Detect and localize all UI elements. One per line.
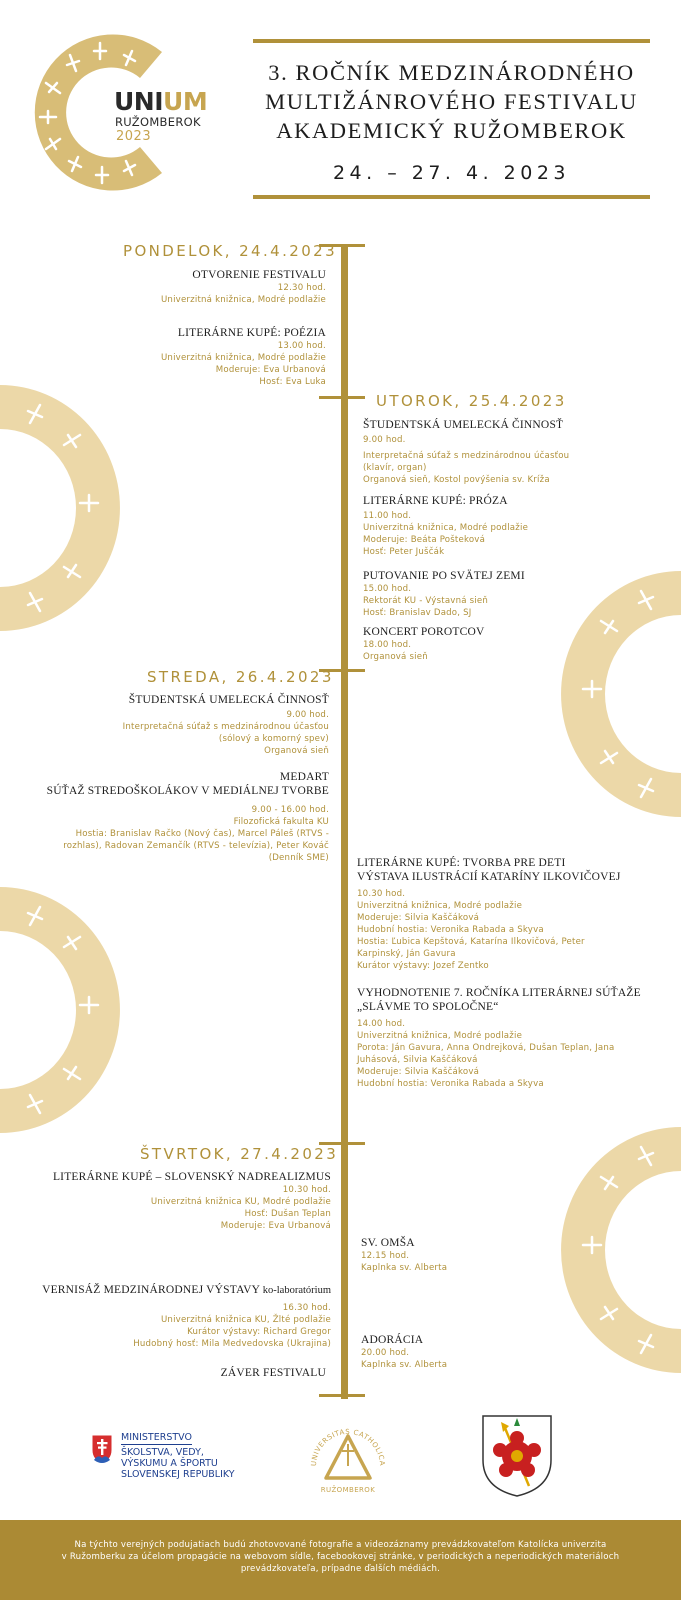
event-title: ŠTUDENTSKÁ UMELECKÁ ČINNOSŤ — [128, 694, 329, 706]
event-title: ŠTUDENTSKÁ UMELECKÁ ČINNOSŤ — [363, 419, 564, 431]
event-title: LITERÁRNE KUPÉ: POÉZIA — [177, 327, 326, 339]
ministry-line1: MINISTERSTVO — [121, 1432, 192, 1443]
event-detail: 12.15 hod. — [361, 1251, 410, 1261]
ministry-line3: VÝSKUMU A ŠPORTU — [121, 1458, 218, 1469]
university-city-text: RUŽOMBEROK — [320, 1486, 376, 1494]
event-detail: 9.00 hod. — [286, 710, 329, 720]
event-title: OTVORENIE FESTIVALU — [192, 269, 326, 281]
event-title: ADORÁCIA — [361, 1334, 424, 1346]
event-detail: 16.30 hod. — [282, 1303, 331, 1313]
event-detail: Univerzitná knižnica, Modré podlažie — [357, 1031, 523, 1041]
event-title: PUTOVANIE PO SVÄTEJ ZEMI — [363, 570, 525, 582]
event-mon-poetry — [6, 326, 326, 388]
event-title: LITERÁRNE KUPÉ: PRÓZA — [363, 495, 508, 507]
event-detail: Filozofická fakulta KU — [233, 817, 329, 827]
event-tue-holy-land — [363, 569, 663, 619]
event-title: ZÁVER FESTIVALU — [220, 1367, 326, 1379]
event-title: VYHODNOTENIE 7. ROČNÍKA LITERÁRNEJ SÚŤAŽE — [357, 987, 641, 999]
slovak-coat-of-arms-icon — [91, 1434, 113, 1464]
university-logo — [307, 1420, 389, 1502]
event-detail: Organová sieň — [264, 746, 329, 756]
university-emblem-icon — [307, 1420, 389, 1502]
day-heading-tuesday: UTOROK, 25.4.2023 — [376, 392, 567, 410]
logo-brand-um: UM — [163, 87, 208, 116]
event-detail: Univerzitná knižnica, Modré podlažie — [160, 353, 326, 363]
event-title-suffix: ko-laboratórium — [262, 1285, 331, 1296]
event-detail: Hosť: Dušan Teplan — [244, 1209, 331, 1219]
ring-decoration-left-1 — [0, 385, 122, 631]
event-wed-student-art — [9, 693, 329, 757]
ministry-line4: SLOVENSKEJ REPUBLIKY — [121, 1469, 235, 1480]
event-detail: Univerzitná knižnica KU, Žlté podlažie — [160, 1315, 331, 1325]
logo-city: RUŽOMBEROK — [115, 115, 201, 129]
event-thu-surrealism — [1, 1170, 331, 1232]
header-dates: 24. – 27. 4. 2023 — [332, 162, 571, 184]
event-detail: 12.30 hod. — [277, 283, 326, 293]
festival-logo — [10, 25, 235, 200]
footer-disclaimer — [10, 1539, 671, 1575]
timeline-tick-end — [319, 1394, 365, 1397]
event-thu-adoration — [361, 1333, 611, 1371]
timeline-axis — [341, 244, 348, 1399]
event-detail: 10.30 hod. — [282, 1185, 331, 1195]
event-detail: 9.00 - 16.00 hod. — [251, 805, 329, 815]
event-detail: 9.00 hod. — [363, 435, 406, 445]
event-detail: rozhlas), Radovan Zemančík (RTVS - televízia), Peter Kováč — [63, 841, 329, 851]
ministry-line2: ŠKOLSTVA, VEDY, — [121, 1447, 204, 1458]
event-detail: 14.00 hod. — [357, 1019, 406, 1029]
event-detail: Hostia: Ľubica Kepštová, Katarína Ilkovičová, Peter — [357, 937, 585, 947]
ministry-logo — [91, 1432, 261, 1492]
event-detail: Univerzitná knižnica, Modré podlažie — [357, 901, 523, 911]
footer-line3: prevádzkovateľa, prípadne ďalších médiách. — [240, 1564, 441, 1574]
event-title: LITERÁRNE KUPÉ – SLOVENSKÝ NADREALIZMUS — [52, 1171, 331, 1183]
event-detail: 11.00 hod. — [363, 511, 412, 521]
event-detail: Hosť: Eva Luka — [259, 377, 326, 387]
event-detail: 10.30 hod. — [357, 889, 406, 899]
event-title: KONCERT POROTCOV — [363, 626, 485, 638]
day-heading-monday: PONDELOK, 24.4.2023 — [123, 242, 338, 260]
event-mon-opening — [6, 268, 326, 306]
event-title: VÝSTAVA ILUSTRÁCIÍ KATARÍNY ILKOVIČOVEJ — [357, 871, 621, 883]
header-title-line1: 3. ROČNÍK MEDZINÁRODNÉHO — [268, 60, 635, 85]
event-detail: Hudobní hostia: Veronika Rabada a Skyva — [357, 925, 544, 935]
event-detail: (klavír, organ) — [363, 463, 427, 473]
event-title: LITERÁRNE KUPÉ: TVORBA PRE DETI — [357, 857, 566, 869]
event-detail: Hosť: Peter Juščák — [363, 547, 445, 557]
event-title-main: VERNISÁŽ MEDZINÁRODNEJ VÝSTAVY — [42, 1284, 263, 1296]
timeline-tick-tuesday — [319, 396, 365, 399]
event-detail: Karpinský, Ján Gavura — [357, 949, 456, 959]
event-thu-mass — [361, 1236, 611, 1274]
event-detail: Interpretačná súťaž s medzinárodnou účasťou — [363, 451, 570, 461]
event-title — [0, 1283, 331, 1298]
event-tue-prose — [363, 494, 663, 558]
logo-brand-uni: UNI — [114, 87, 164, 116]
header-bottom-rule — [253, 195, 650, 199]
event-detail: Hudobný hosť: Mila Medvedovska (Ukrajina) — [133, 1339, 331, 1349]
event-wed-literary-contest — [357, 986, 667, 1090]
footer-band — [0, 1520, 681, 1600]
city-coat-of-arms — [481, 1414, 553, 1498]
event-title: „SLÁVME TO SPOLOČNE“ — [357, 1001, 499, 1013]
header-title — [253, 58, 650, 145]
event-tue-student-art — [363, 418, 663, 486]
footer-line1: Na týchto verejných podujatiach budú zhotovované fotografie a videozáznamy prevádzkovateľom Katolícka univerzita — [74, 1540, 607, 1550]
event-thu-vernissage — [0, 1283, 331, 1350]
university-arc-text: UNIVERSITAS CATHOLICA — [309, 1427, 387, 1467]
event-detail: Organová sieň, Kostol povýšenia sv. Kríža — [363, 475, 550, 485]
header-top-rule — [253, 39, 650, 43]
event-detail: Hudobní hostia: Veronika Rabada a Skyva — [357, 1079, 544, 1089]
event-title: MEDART — [279, 771, 329, 783]
event-detail: 13.00 hod. — [277, 341, 326, 351]
event-detail: Porota: Ján Gavura, Anna Ondrejková, Dušan Teplan, Jana — [357, 1043, 615, 1053]
header-title-line2: MULTIŽÁNROVÉHO FESTIVALU — [265, 89, 638, 114]
ring-decoration-left-2 — [0, 887, 122, 1133]
event-detail: 20.00 hod. — [361, 1348, 410, 1358]
event-detail: Moderuje: Eva Urbanová — [220, 1221, 331, 1231]
event-detail: Interpretačná súťaž s medzinárodnou účasťou — [122, 722, 329, 732]
event-detail: Juhásová, Silvia Kaščáková — [357, 1055, 478, 1065]
event-detail: Rektorát KU - Výstavná sieň — [363, 596, 489, 606]
event-detail: (Denník SME) — [268, 853, 329, 863]
header-title-line3: AKADEMICKÝ RUŽOMBEROK — [276, 118, 627, 143]
event-detail: (sólový a komorný spev) — [218, 734, 329, 744]
event-detail: Hostia: Branislav Račko (Nový čas), Marcel Páleš (RTVS - — [75, 829, 329, 839]
event-detail: Kaplnka sv. Alberta — [361, 1263, 448, 1273]
ruzomberok-arms-icon — [481, 1414, 553, 1498]
event-detail: Univerzitná knižnica, Modré podlažie — [363, 523, 529, 533]
ministry-name — [121, 1432, 235, 1480]
logo-year: 2023 — [116, 129, 152, 144]
day-heading-thursday: ŠTVRTOK, 27.4.2023 — [140, 1145, 339, 1163]
event-detail: Moderuje: Beáta Pošteková — [363, 535, 486, 545]
event-detail: Moderuje: Silvia Kaščáková — [357, 913, 480, 923]
event-detail: Univerzitná knižnica KU, Modré podlažie — [150, 1197, 331, 1207]
event-detail: Organová sieň — [363, 652, 428, 662]
event-detail: Kurátor výstavy: Jozef Zentko — [357, 961, 489, 971]
event-detail: Kurátor výstavy: Richard Gregor — [187, 1327, 331, 1337]
event-detail: Kaplnka sv. Alberta — [361, 1360, 448, 1370]
day-heading-wednesday: STREDA, 26.4.2023 — [147, 668, 334, 686]
event-detail: 15.00 hod. — [363, 584, 412, 594]
event-detail: Univerzitná knižnica, Modré podlažie — [160, 295, 326, 305]
event-wed-children-lit — [357, 856, 667, 972]
event-detail: Hosť: Branislav Dado, SJ — [363, 608, 472, 618]
event-detail: Moderuje: Silvia Kaščáková — [357, 1067, 480, 1077]
event-title: SÚŤAŽ STREDOŠKOLÁKOV V MEDIÁLNEJ TVORBE — [46, 785, 329, 797]
event-title: SV. OMŠA — [361, 1237, 415, 1249]
event-tue-concert — [363, 625, 663, 663]
event-thu-closing — [76, 1366, 326, 1380]
event-detail: 18.00 hod. — [363, 640, 412, 650]
footer-line2: v Ružomberku za účelom propagácie na webovom sídle, facebookovej stránke, v periodických a neperiodických materiáloch — [61, 1552, 620, 1562]
event-detail: Moderuje: Eva Urbanová — [215, 365, 326, 375]
event-wed-medart — [9, 770, 329, 864]
